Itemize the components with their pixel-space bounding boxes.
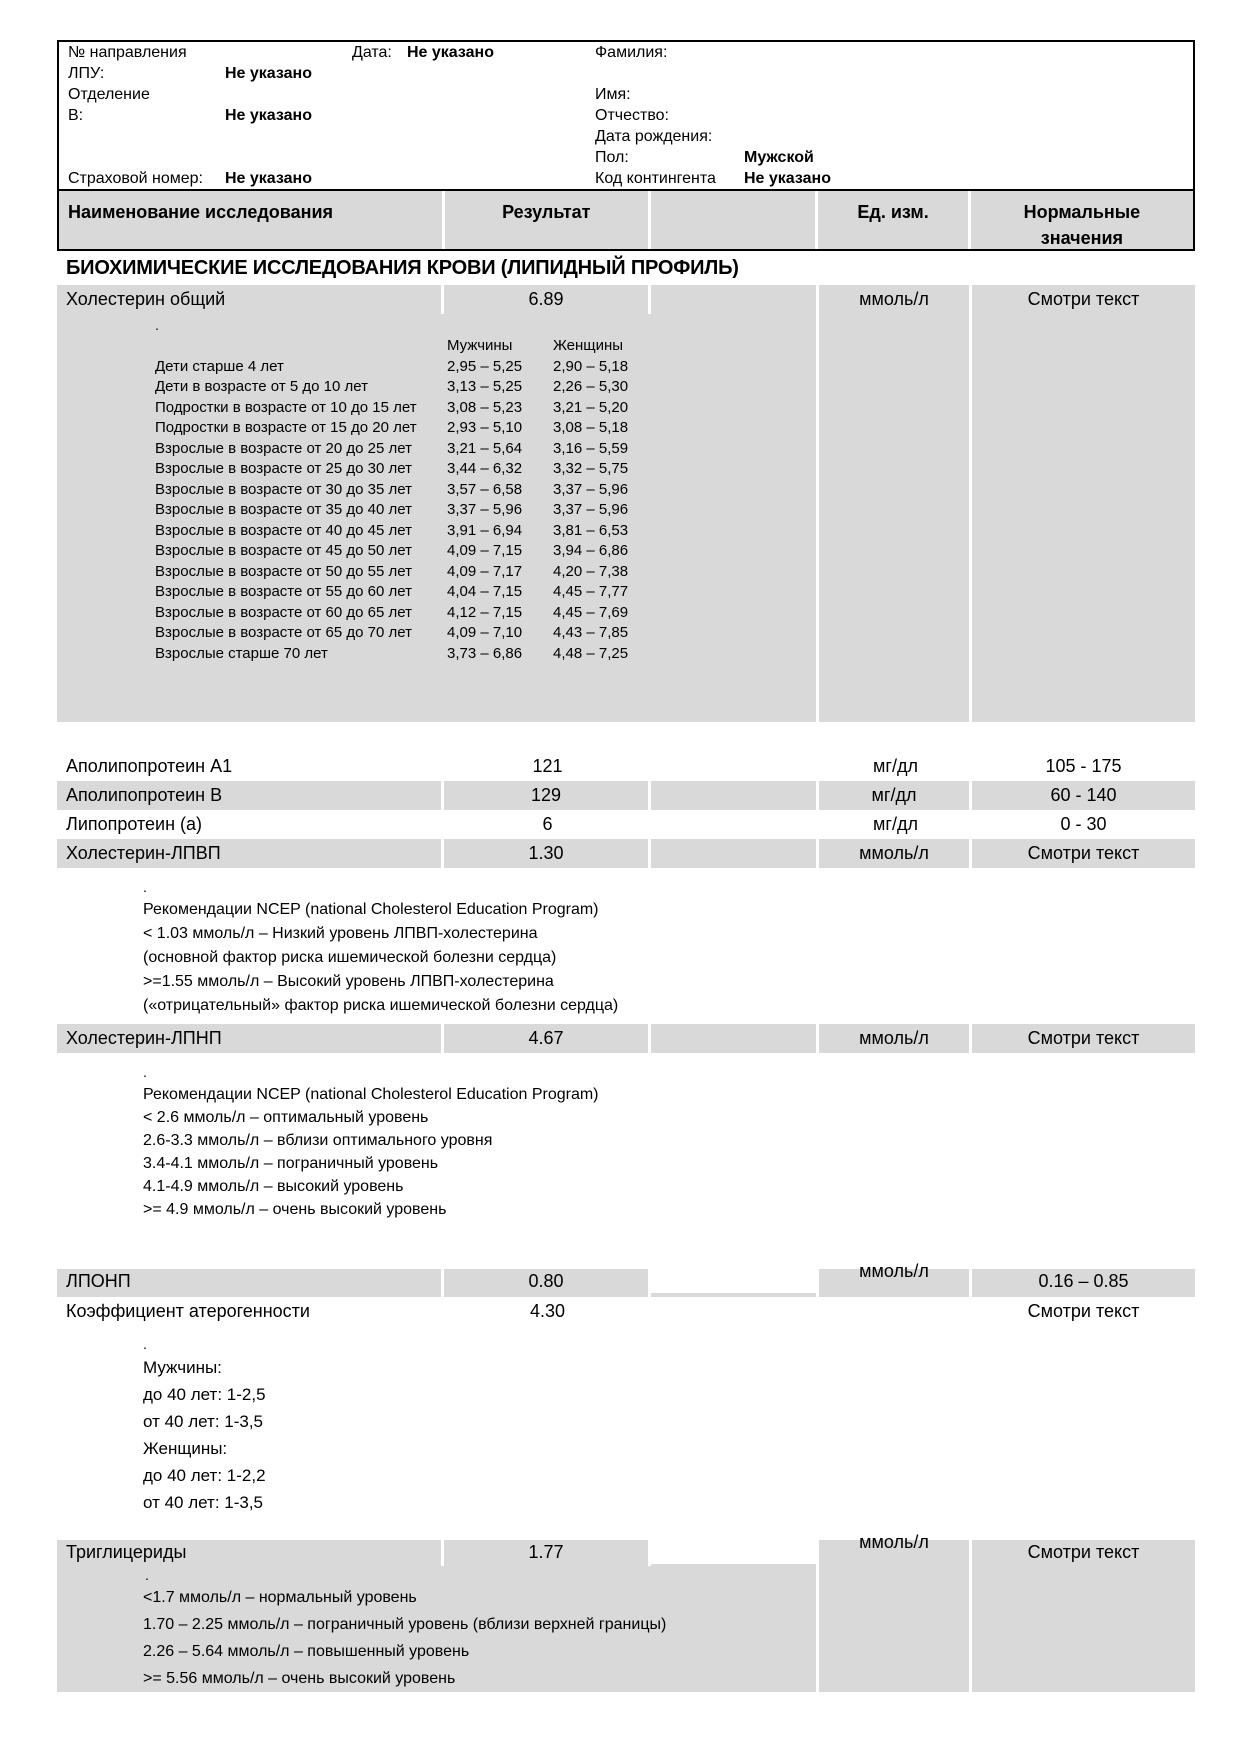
reference-line: Женщины: [143,1439,228,1458]
result-row-lipoprotein-a [57,810,1195,839]
reference-table-row [155,459,816,480]
info-row [595,105,1195,126]
result-value: 1.77 [444,1540,651,1566]
female-range: 2,90 – 5,18 [553,357,629,375]
male-range: 2,93 – 5,10 [447,419,523,436]
result-unit: ммоль/л [859,1261,929,1281]
reference-dot: . [155,317,159,333]
insurance-number-value: Не указано [225,170,312,187]
reference-line: (основной фактор риска ишемической болезни сердца) [143,949,557,966]
result-unit: ммоль/л [819,285,972,314]
result-unit: ммоль/л [819,1024,972,1053]
reference-line: Рекомендации NCEP (national Cholesterol Education Program) [143,1086,599,1103]
reference-line: >= 5.56 ммоль/л – очень высокий уровень [143,1670,456,1687]
info-row [595,126,1195,147]
normal-value: 0 - 30 [1060,814,1107,834]
result-value: 4.67 [444,1024,651,1053]
age-group-label: Взрослые в возрасте от 30 до 35 лет [155,480,412,498]
reference-table-row [155,418,816,439]
result-row-ldl-cholesterol [57,1024,1195,1053]
info-row-empty [595,63,1195,84]
v-label: В: [68,107,84,124]
patient-info-right-column [595,42,1195,189]
date-label: Дата: [352,44,392,61]
sex-value: Мужской [744,149,814,166]
column-header-result: Результат [445,191,651,249]
female-range: 3,32 – 5,75 [553,460,629,477]
reference-line: 2.6-3.3 ммоль/л – вблизи оптимального уровня [143,1132,493,1149]
analyte-name: Липопротеин (а) [66,814,203,834]
female-range: 4,48 – 7,25 [553,644,629,662]
result-unit: ммоль/л [859,1532,929,1552]
normal-value: 105 - 175 [1045,756,1122,776]
age-group-label: Взрослые в возрасте от 25 до 30 лет [155,460,412,477]
female-range: 4,43 – 7,85 [553,624,629,641]
reference-table-row [155,562,816,583]
analyte-name: Холестерин-ЛПНП [57,1024,444,1053]
normal-value: 60 - 140 [972,781,1195,810]
reference-table-row [155,603,816,624]
male-range: 2,95 – 5,25 [447,357,523,375]
normal-value: 0.16 – 0.85 [972,1269,1195,1297]
age-group-label: Взрослые в возрасте от 65 до 70 лет [155,624,412,641]
male-range: 4,09 – 7,10 [447,624,523,641]
patronymic-label: Отчество: [595,107,669,124]
column-header-spacer [651,191,818,249]
analyte-name: Холестерин-ЛПВП [57,839,444,868]
contingent-code-label: Код контингента [595,170,716,187]
result-unit: мг/дл [819,781,972,810]
normal-value: Смотри текст [972,1024,1195,1053]
reference-table-row [155,357,816,378]
triglycerides-block [57,1522,1195,1702]
reference-line: < 1.03 ммоль/л – Низкий уровень ЛПВП-холестерина [143,925,538,942]
male-range: 3,37 – 5,96 [447,501,523,518]
contingent-code-value: Не указано [744,170,831,187]
reference-line: («отрицательный» фактор риска ишемической болезни сердца) [143,997,619,1014]
reference-line: Мужчины: [143,1358,222,1377]
v-value: Не указано [225,107,312,124]
result-value: 4.30 [529,1301,566,1321]
reference-table-row [155,377,816,398]
reference-table-rows [155,357,816,665]
patient-info [59,42,1193,189]
lpu-label: ЛПУ: [68,65,105,82]
result-unit [819,1297,972,1326]
female-range: 3,08 – 5,18 [553,419,629,436]
reference-line: >=1.55 ммоль/л – Высокий уровень ЛПВП-холестерина [143,973,554,990]
result-row-apolipoprotein-b [57,781,1195,810]
result-value: 6 [542,814,553,834]
total-cholesterol-block [57,285,1195,722]
reference-line: Рекомендации NCEP (national Cholesterol Education Program) [143,901,599,918]
reference-line: до 40 лет: 1-2,5 [143,1385,266,1404]
analyte-name: Холестерин общий [57,285,444,314]
analyte-name: ЛПОНП [57,1269,444,1297]
report-document [57,40,1195,1702]
normal-value: Смотри текст [972,1540,1195,1566]
result-value: 6.89 [444,285,651,314]
male-range: 4,04 – 7,15 [447,583,523,600]
analyte-name: Триглицериды [57,1540,444,1566]
reference-dot: . [143,1336,147,1352]
info-row [595,168,1195,189]
female-range: 4,45 – 7,77 [553,583,629,600]
reference-table-row [155,521,816,542]
age-group-label: Взрослые старше 70 лет [155,644,328,662]
result-unit: ммоль/л [819,839,972,868]
male-range: 3,08 – 5,23 [447,398,523,416]
ldl-reference-text [57,1053,1195,1227]
age-group-label: Дети старше 4 лет [155,357,284,375]
reference-line: от 40 лет: 1-3,5 [143,1493,264,1512]
reference-line: от 40 лет: 1-3,5 [143,1412,264,1431]
age-group-label: Взрослые в возрасте от 60 до 65 лет [155,603,412,621]
male-range: 3,73 – 6,86 [447,644,523,662]
result-value: 121 [532,756,563,776]
reference-dot: . [145,1567,149,1583]
info-row [595,84,1195,105]
male-range: 3,21 – 5,64 [447,439,523,457]
result-unit: мг/дл [873,756,918,776]
result-row-apolipoprotein-a1 [57,752,1195,781]
reference-table-row [155,541,816,562]
department-label: Отделение [68,86,150,103]
cholesterol-reference-table [155,336,816,664]
male-range: 3,91 – 6,94 [447,521,523,539]
reference-line: <1.7 ммоль/л – нормальный уровень [143,1589,417,1606]
reference-line: >= 4.9 ммоль/л – очень высокий уровень [143,1201,447,1218]
result-unit: мг/дл [873,814,918,834]
female-range: 3,16 – 5,59 [553,439,629,457]
referral-number-label: № направления [68,44,187,61]
female-range: 3,94 – 6,86 [553,542,629,559]
result-row-atherogenic-index [57,1297,1195,1326]
reference-line: < 2.6 ммоль/л – оптимальный уровень [143,1109,429,1126]
insurance-number-label: Страховой номер: [68,170,203,187]
age-group-label: Взрослые в возрасте от 20 до 25 лет [155,439,412,457]
hdl-reference-text [57,868,1195,1024]
results-table-header [59,189,1193,249]
female-range: 3,21 – 5,20 [553,398,629,416]
age-group-label: Взрослые в возрасте от 40 до 45 лет [155,521,412,539]
age-group-label: Взрослые в возрасте от 50 до 55 лет [155,562,412,580]
column-header-unit: Ед. изм. [818,191,970,249]
column-header-normal: Нормальные значения [971,191,1193,249]
male-range: 4,12 – 7,15 [447,603,523,621]
male-column-header: Мужчины [447,337,513,354]
age-group-label: Взрослые в возрасте от 55 до 60 лет [155,583,412,600]
reference-line: 4.1-4.9 ммоль/л – высокий уровень [143,1178,404,1195]
reference-table-row [155,582,816,603]
reference-table-row [155,398,816,419]
spacer [57,722,1195,752]
analyte-name: Аполипопротеин B [57,781,444,810]
result-value: 0.80 [444,1269,651,1297]
reference-table-row [155,500,816,521]
result-row-triglycerides [57,1522,1195,1566]
info-row [595,42,1195,63]
reference-dot: . [143,879,147,895]
birthdate-label: Дата рождения: [595,128,713,145]
column-header-name: Наименование исследования [59,191,445,249]
male-range: 4,09 – 7,15 [447,542,523,559]
result-value: 129 [444,781,651,810]
reference-line: 1.70 – 2.25 ммоль/л – пограничный уровень (вблизи верхней границы) [143,1616,667,1633]
analyte-name: Коэффициент атерогенности [66,1301,310,1321]
female-range: 4,20 – 7,38 [553,562,629,580]
atherogenic-reference-text [57,1326,1195,1522]
female-range: 4,45 – 7,69 [553,603,629,621]
male-range: 4,09 – 7,17 [447,562,523,580]
cholesterol-reference-zone [57,314,1195,722]
age-group-label: Подростки в возрасте от 15 до 20 лет [155,419,417,436]
section-title: БИОХИМИЧЕСКИЕ ИССЛЕДОВАНИЯ КРОВИ (ЛИПИДНЫЙ ПРОФИЛЬ) [66,257,739,279]
result-row-hdl-cholesterol [57,839,1195,868]
age-group-label: Взрослые в возрасте от 35 до 40 лет [155,501,412,518]
surname-label: Фамилия: [595,44,668,61]
firstname-label: Имя: [595,86,631,103]
reference-line: 3.4-4.1 ммоль/л – пограничный уровень [143,1155,439,1172]
male-range: 3,44 – 6,32 [447,460,523,477]
triglycerides-reference-zone [57,1566,1195,1702]
result-value: 1.30 [444,839,651,868]
female-column-header: Женщины [553,337,624,354]
female-range: 3,37 – 5,96 [553,480,629,498]
lpu-value: Не указано [225,65,312,82]
normal-value: Смотри текст [972,285,1195,314]
age-group-label: Дети в возрасте от 5 до 10 лет [155,378,368,395]
reference-line: до 40 лет: 1-2,2 [143,1466,266,1485]
normal-value: Смотри текст [1027,1301,1140,1321]
male-range: 3,13 – 5,25 [447,378,523,395]
reference-table-row [155,644,816,665]
date-value: Не указано [407,44,494,61]
reference-table-row [155,439,816,460]
reference-table-row [155,480,816,501]
age-group-label: Подростки в возрасте от 10 до 15 лет [155,398,417,416]
age-group-label: Взрослые в возрасте от 45 до 50 лет [155,542,412,559]
male-range: 3,57 – 6,58 [447,480,523,498]
normal-value: Смотри текст [972,839,1195,868]
reference-table-row [155,623,816,644]
analyte-name: Аполипопротеин A1 [66,756,233,776]
female-range: 3,37 – 5,96 [553,501,629,518]
info-row [595,147,1195,168]
reference-line: 2.26 – 5.64 ммоль/л – повышенный уровень [143,1643,470,1660]
report-header-box [57,40,1195,251]
reference-table-header [155,336,816,357]
result-row-vldl [57,1239,1195,1297]
female-range: 3,81 – 6,53 [553,521,629,539]
result-row-total-cholesterol [57,285,1195,314]
reference-dot: . [143,1064,147,1080]
sex-label: Пол: [595,149,629,166]
female-range: 2,26 – 5,30 [553,378,629,395]
